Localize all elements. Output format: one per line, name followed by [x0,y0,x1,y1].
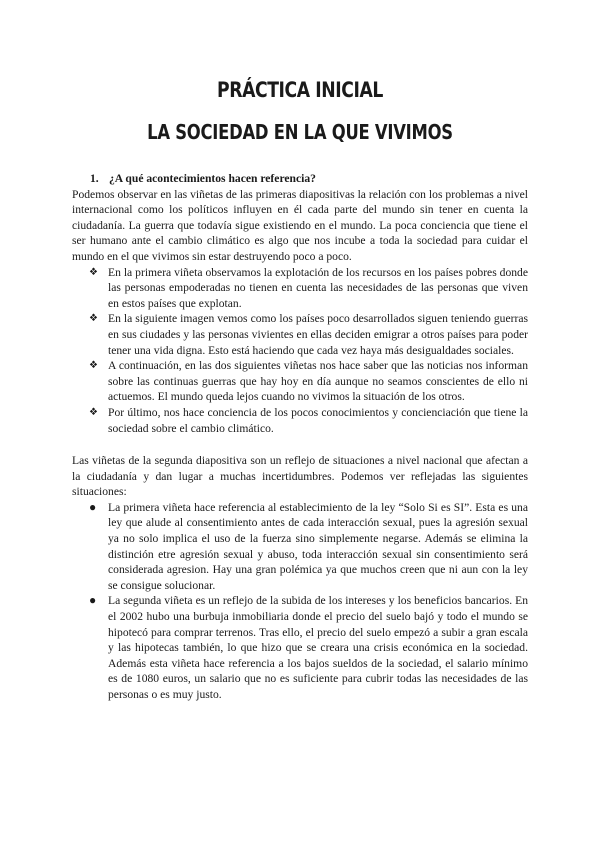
list-item-text: La segunda viñeta es un reflejo de la subida de los intereses y los beneficios bancarios. En el 2002 hubo una burbuja inmobiliaria donde el precio del suelo bajó y todo el mundo se hipotecó para comprar terrenos. Tras ello, el precio del suelo empezó a subir a gran escala y las hipotecas también, lo que hizo que se creara una crisis económica en la sociedad. Además esta viñeta hace referencia a los bajos sueldos de la sociedad, el salario mínimo es de 1080 euros, un salario que no es suficiente para cubrir todas las necesidades de las personas o es muy justo. [108,594,528,701]
paragraph-gap [72,436,528,453]
international-list [72,265,528,437]
list-item [72,311,528,358]
list-item-text: A continuación, en las dos siguientes viñetas nos hace saber que las noticias nos informan sobre las continuas guerras que hay hoy en día aunque no seamos conscientes de ello ni actuemos. El mundo queda lejos cuando no vivimos la situación de los otros. [108,359,528,404]
question-number: 1. [90,172,99,185]
list-item [72,405,528,436]
list-item-text: La primera viñeta hace referencia al establecimiento de la ley “Solo Si es SI”. Esta es una ley que alude al consentimiento antes de cada interacción sexual, pues la agresión sexual ya no solo implica el uso de la fuerza sino simplemente negarse. Además se elimina la distinción etre agresión sexual y abuso, toda interacción sexual sin consentimiento será considerada agresion. Hay una gran polémica ya que muchos creen que ni aun con la ley se consigue solucionar. [108,500,528,592]
round-bullet-icon: ● [89,499,97,514]
list-item-text: Por último, nos hace conciencia de los pocos conocimientos y concienciación que tiene la sociedad sobre el cambio climático. [108,405,528,435]
list-item-text: En la primera viñeta observamos la explotación de los recursos en los países pobres donde las personas empoderadas no tienen en cuenta las necesidades de las personas que viven en estos países que explotan. [108,265,528,310]
list-item-text: En la siguiente imagen vemos como los países poco desarrollados siguen teniendo guerras en sus ciudades y las personas vivientes en ellas deciden emigrar a otros países para poder tener una vida digna. Esto está haciendo que cada vez haya más desigualdades sociales. [108,312,528,357]
round-bullet-icon: ● [89,593,97,608]
diamond-bullet-icon: ❖ [89,360,98,372]
diamond-bullet-icon: ❖ [89,266,98,278]
page-title: PRÁCTICA INICIAL [217,78,383,102]
question-text: ¿A qué acontecimientos hacen referencia? [109,172,316,185]
list-item [72,265,528,312]
page-subtitle: LA SOCIEDAD EN LA QUE VIVIMOS [147,120,453,144]
national-list [72,500,528,703]
list-item [72,500,528,594]
diamond-bullet-icon: ❖ [89,406,98,418]
document-body [72,171,528,703]
intro-paragraph: Podemos observar en las viñetas de las primeras diapositivas la relación con los problemas a nivel internacional como los políticos influyen en él cada parte del mundo sin tener en cuenta la ciudadanía. La guerra que todavía sigue existiendo en el mundo. La poca conciencia que tiene el ser humano ante el cambio climático es algo que nos incube a toda la sociedad para cuidar el mundo en el que vivimos sin estar destruyendo poco a poco. [72,187,528,263]
diamond-bullet-icon: ❖ [89,313,98,325]
question-heading [90,171,528,187]
list-item [72,593,528,702]
list-item [72,358,528,405]
second-intro-paragraph: Las viñetas de la segunda diapositiva son un reflejo de situaciones a nivel nacional que afectan a la ciudadanía y dan lugar a muchas incertidumbres. Podemos ver reflejadas las siguientes situaciones: [72,454,528,499]
